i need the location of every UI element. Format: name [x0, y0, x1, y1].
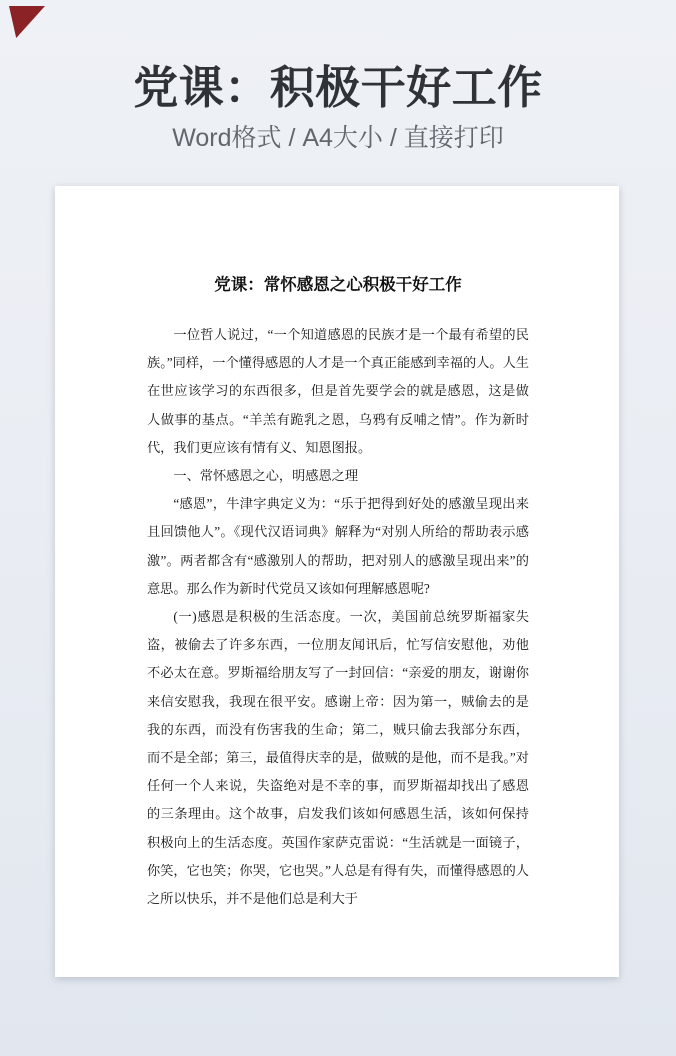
page-title: 党课：积极干好工作	[133, 62, 543, 113]
document-paragraph-story: (一)感恩是积极的生活态度。一次，美国前总统罗斯福家失盗，被偷去了许多东西，一位朋友闻讯后，忙写信安慰他，劝他不必太在意。罗斯福给朋友写了一封回信：“亲爱的朋友，谢谢你来信安慰我，我现在很平安。感谢上帝：因为第一，贼偷去的是我的东西，而没有伤害我的生命；第二，贼只偷去我部分东西，而不是全部；第三，最值得庆幸的是，做贼的是他，而不是我。”对任何一个人来说，失盗绝对是不幸的事，而罗斯福却找出了感恩的三条理由。这个故事，启发我们该如何感恩生活，该如何保持积极向上的生活态度。英国作家萨克雷说：“生活就是一面镜子，你笑，它也笑；你哭，它也哭。”人总是有得有失，而懂得感恩的人之所以快乐，并不是他们总是利大于	[147, 609, 529, 907]
document-paragraph-intro: 一位哲人说过，“一个知道感恩的民族才是一个最有希望的民族。”同样，一个懂得感恩的人才是一个真正能感到幸福的人。人生在世应该学习的东西很多，但是首先要学会的就是感恩，这是做人做事的基点。“羊羔有跪乳之恩，乌鸦有反哺之情”。作为新时代，我们更应该有情有义、知恩图报。	[147, 327, 529, 455]
document-title: 党课：常怀感恩之心积极干好工作	[214, 275, 462, 294]
document-section-heading: 一、常怀感恩之心，明感恩之理	[173, 468, 359, 484]
hero-header	[0, 0, 676, 152]
document-preview-page	[55, 186, 619, 977]
page-subtitle: Word格式 / A4大小 / 直接打印	[172, 123, 504, 152]
document-paragraph-definition: “感恩”，牛津字典定义为：“乐于把得到好处的感激呈现出来且回馈他人”。《现代汉语词典》解释为“对别人所给的帮助表示感激”。两者都含有“感激别人的帮助，把对别人的感激呈现出来”的意思。那么作为新时代党员又该如何理解感恩呢?	[147, 496, 529, 596]
